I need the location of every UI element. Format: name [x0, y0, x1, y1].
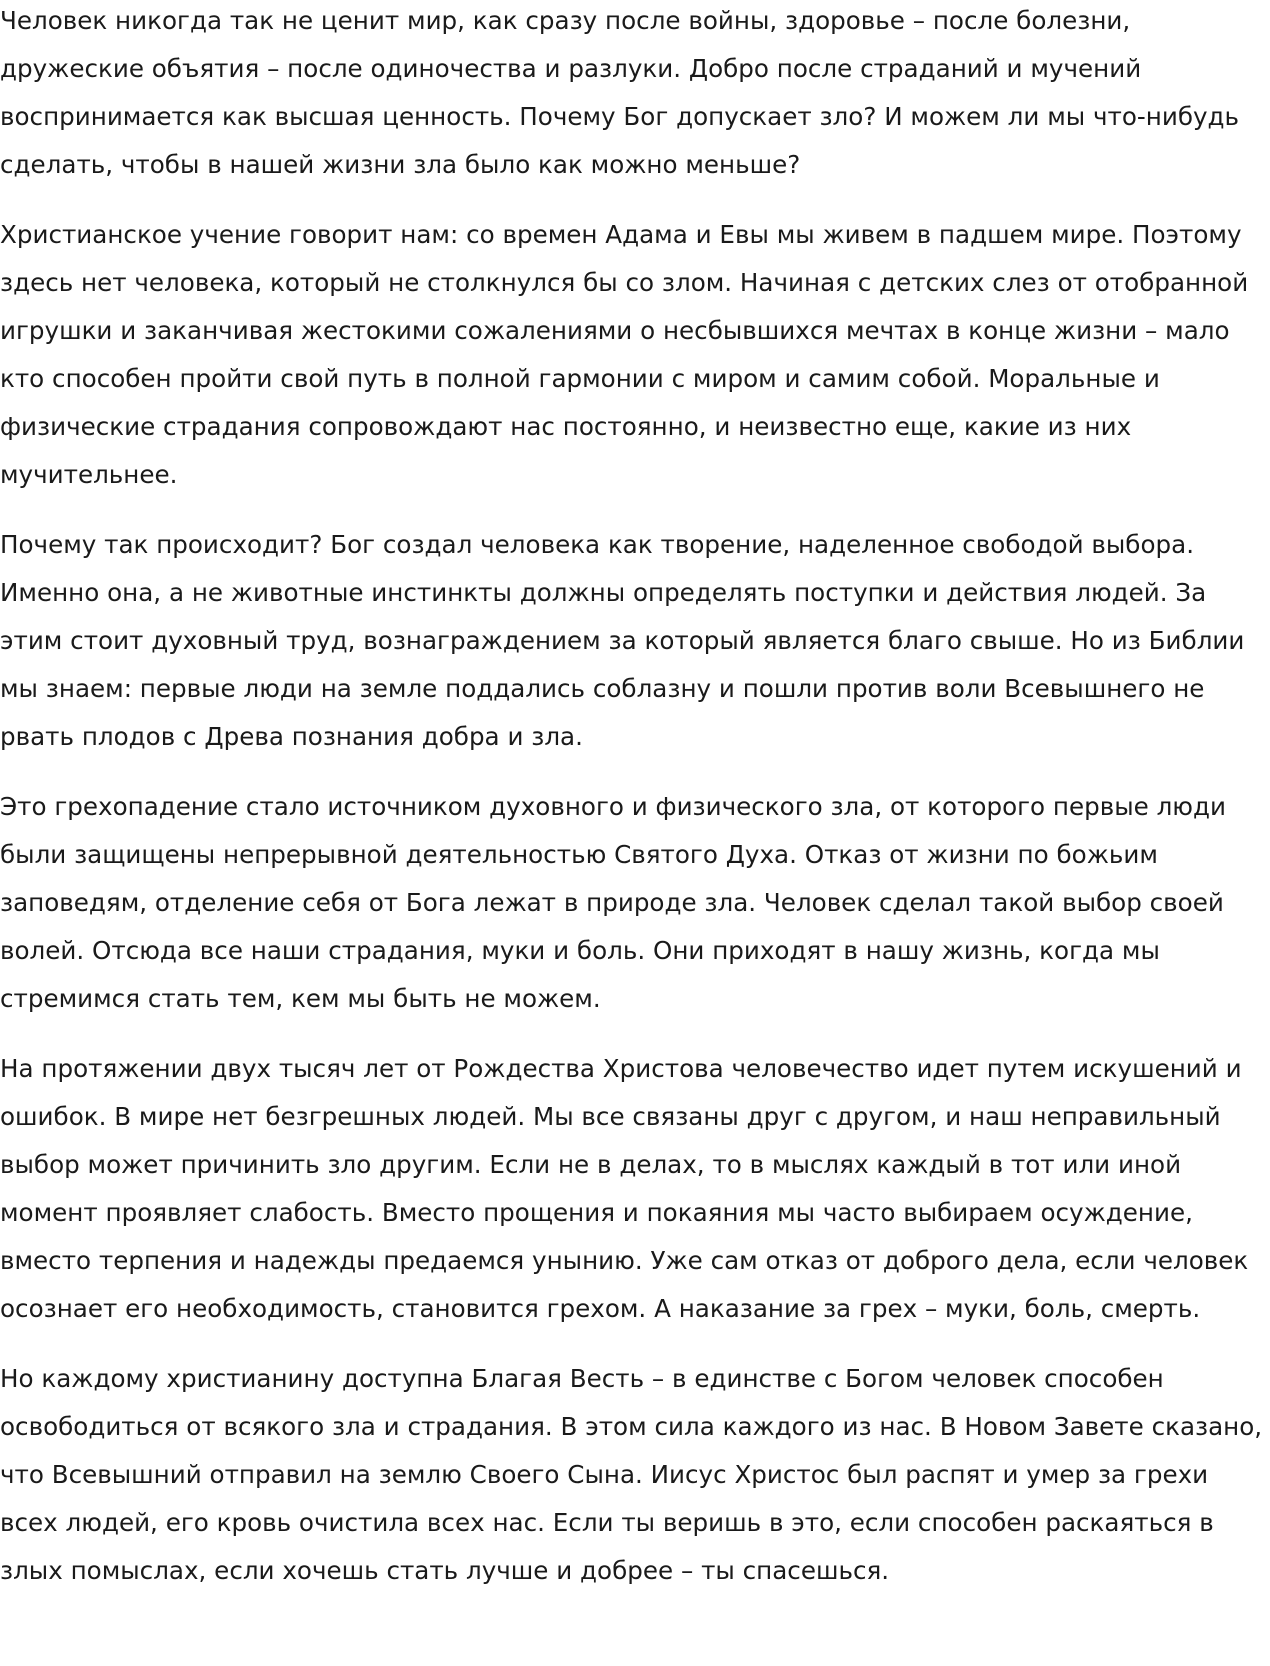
paragraph: Но каждому христианину доступна Благая Весть – в единстве с Богом человек способен освободиться от всякого зла и страдания. В этом сила каждого из нас. В Новом Завете сказано, что Всевышний отправил на землю Своего Сына. Иисус Христос был распят и умер за грехи всех людей, его кровь очистила всех нас. Если ты веришь в это, если способен раскаяться в злых помыслах, если хочешь стать лучше и добрее – ты спасешься.	[0, 1364, 1263, 1585]
paragraph: На протяжении двух тысяч лет от Рождества Христова человечество идет путем искушений и ошибок. В мире нет безгрешных людей. Мы все связаны друг с другом, и наш неправильный выбор может причинить зло другим. Если не в делах, то в мыслях каждый в тот или иной момент проявляет слабость. Вместо прощения и покаяния мы часто выбираем осуждение, вместо терпения и надежды предаемся унынию. Уже сам отказ от доброго дела, если человек осознает его необходимость, становится грехом. А наказание за грех – муки, боль, смерть.	[0, 1054, 1249, 1323]
paragraph: Почему так происходит? Бог создал человека как творение, наделенное свободой выбора. Именно она, а не животные инстинкты должны определять поступки и действия людей. За этим стоит духовный труд, вознаграждением за который является благо свыше. Но из Библии мы знаем: первые люди на земле поддались соблазну и пошли против воли Всевышнего не рвать плодов с Древа познания добра и зла.	[0, 530, 1245, 751]
paragraph: Христианское учение говорит нам: со времен Адама и Евы мы живем в падшем мире. Поэтому здесь нет человека, который не столкнулся бы со злом. Начиная с детских слез от отобранной игрушки и заканчивая жестокими сожалениями о несбывшихся мечтах в конце жизни – мало кто способен пройти свой путь в полной гармонии с миром и самим собой. Моральные и физические страдания сопровождают нас постоянно, и неизвестно еще, какие из них мучительнее.	[0, 220, 1249, 489]
paragraph: Это грехопадение стало источником духовного и физического зла, от которого первые люди были защищены непрерывной деятельностью Святого Духа. Отказ от жизни по божьим заповедям, отделение себя от Бога лежат в природе зла. Человек сделал такой выбор своей волей. Отсюда все наши страдания, муки и боль. Они приходят в нашу жизнь, когда мы стремимся стать тем, кем мы быть не можем.	[0, 792, 1226, 1013]
paragraph: Человек никогда так не ценит мир, как сразу после войны, здоровье – после болезни, дружеские объятия – после одиночества и разлуки. Добро после страданий и мучений воспринимается как высшая ценность. Почему Бог допускает зло? И можем ли мы что-нибудь сделать, чтобы в нашей жизни зла было как можно меньше?	[0, 6, 1240, 179]
